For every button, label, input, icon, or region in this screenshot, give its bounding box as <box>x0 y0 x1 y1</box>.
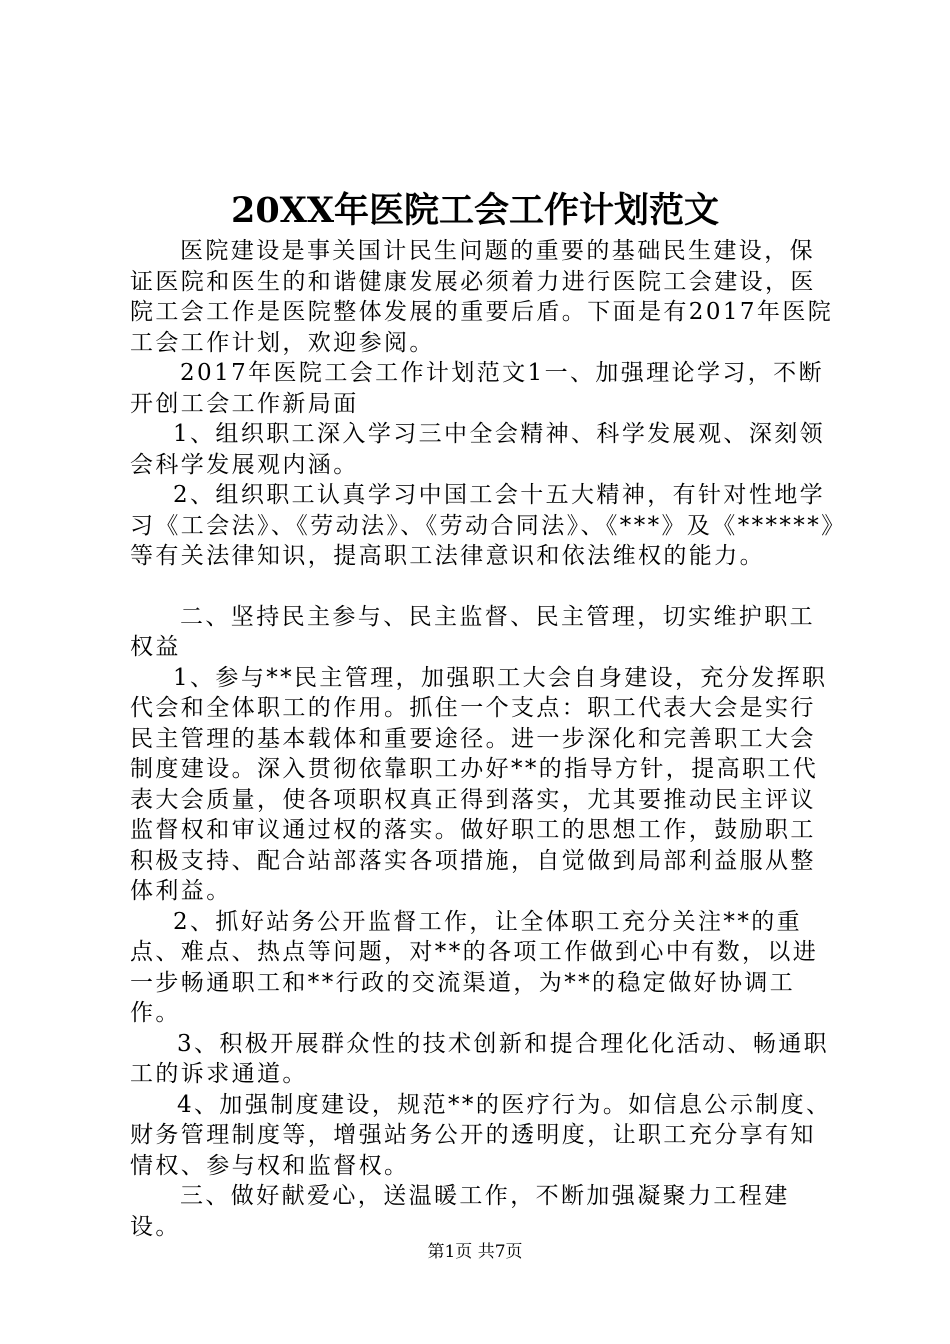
paragraph-section-three-heading: 三、做好献爱心，送温暖工作，不断加强凝聚力工程建设。 <box>130 1183 790 1240</box>
paragraph-section-one-heading: 2017年医院工会工作计划范文1一、加强理论学习，不断开创工会工作新局面 <box>130 360 824 417</box>
paragraph-item: 2、抓好站务公开监督工作，让全体职工充分关注**的重点、难点、热点等问题，对**的各项工作做到心中有数，以进一步畅通职工和**行政的交流渠道，为**的稳定做好协调工作。 <box>130 908 819 1026</box>
paragraph-intro: 医院建设是事关国计民生问题的重要的基础民生建设，保证医院和医生的和谐健康发展必须着力进行医院工会建设，医院工会工作是医院整体发展的重要后盾。下面是有2017年医院工会工作计划，欢迎参阅。 <box>130 238 834 356</box>
paragraph-section-two-heading: 二、坚持民主参与、民主监督、民主管理，切实维护职工权益 <box>130 603 815 660</box>
document-body <box>130 236 840 1242</box>
paragraph-item: 2、组织职工认真学习中国工会十五大精神，有针对性地学习《工会法》、《劳动法》、《劳动合同法》、《***》及《******》等有关法律知识，提高职工法律意识和依法维权的能力。 <box>130 482 835 569</box>
paragraph-item: 1、组织职工深入学习三中全会精神、科学发展观、深刻领会科学发展观内涵。 <box>130 421 826 478</box>
paragraph-item: 1、参与**民主管理，加强职工大会自身建设，充分发挥职代会和全体职工的作用。抓住一个支点：职工代表大会是实行民主管理的基本载体和重要途径。进一步深化和完善职工大会制度建设。深入贯彻依靠职工办好**的指导方针，提高职工代表大会质量，使各项职权真正得到落实，尤其要推动民主评议监督权和审议通过权的落实。做好职工的思想工作，鼓励职工积极支持、配合站部落实各项措施，自觉做到局部利益服从整体利益。 <box>130 664 828 904</box>
paragraph-item: 3、积极开展群众性的技术创新和提合理化化活动、畅通职工的诉求通道。 <box>130 1030 830 1087</box>
page-number-footer: 第1页 共7页 <box>427 1242 523 1262</box>
document-title: 20XX年医院工会工作计划范文 <box>230 190 720 231</box>
paragraph-item: 4、加强制度建设，规范**的医疗行为。如信息公示制度、财务管理制度等，增强站务公开的透明度，让职工充分享有知情权、参与权和监督权。 <box>130 1091 832 1179</box>
